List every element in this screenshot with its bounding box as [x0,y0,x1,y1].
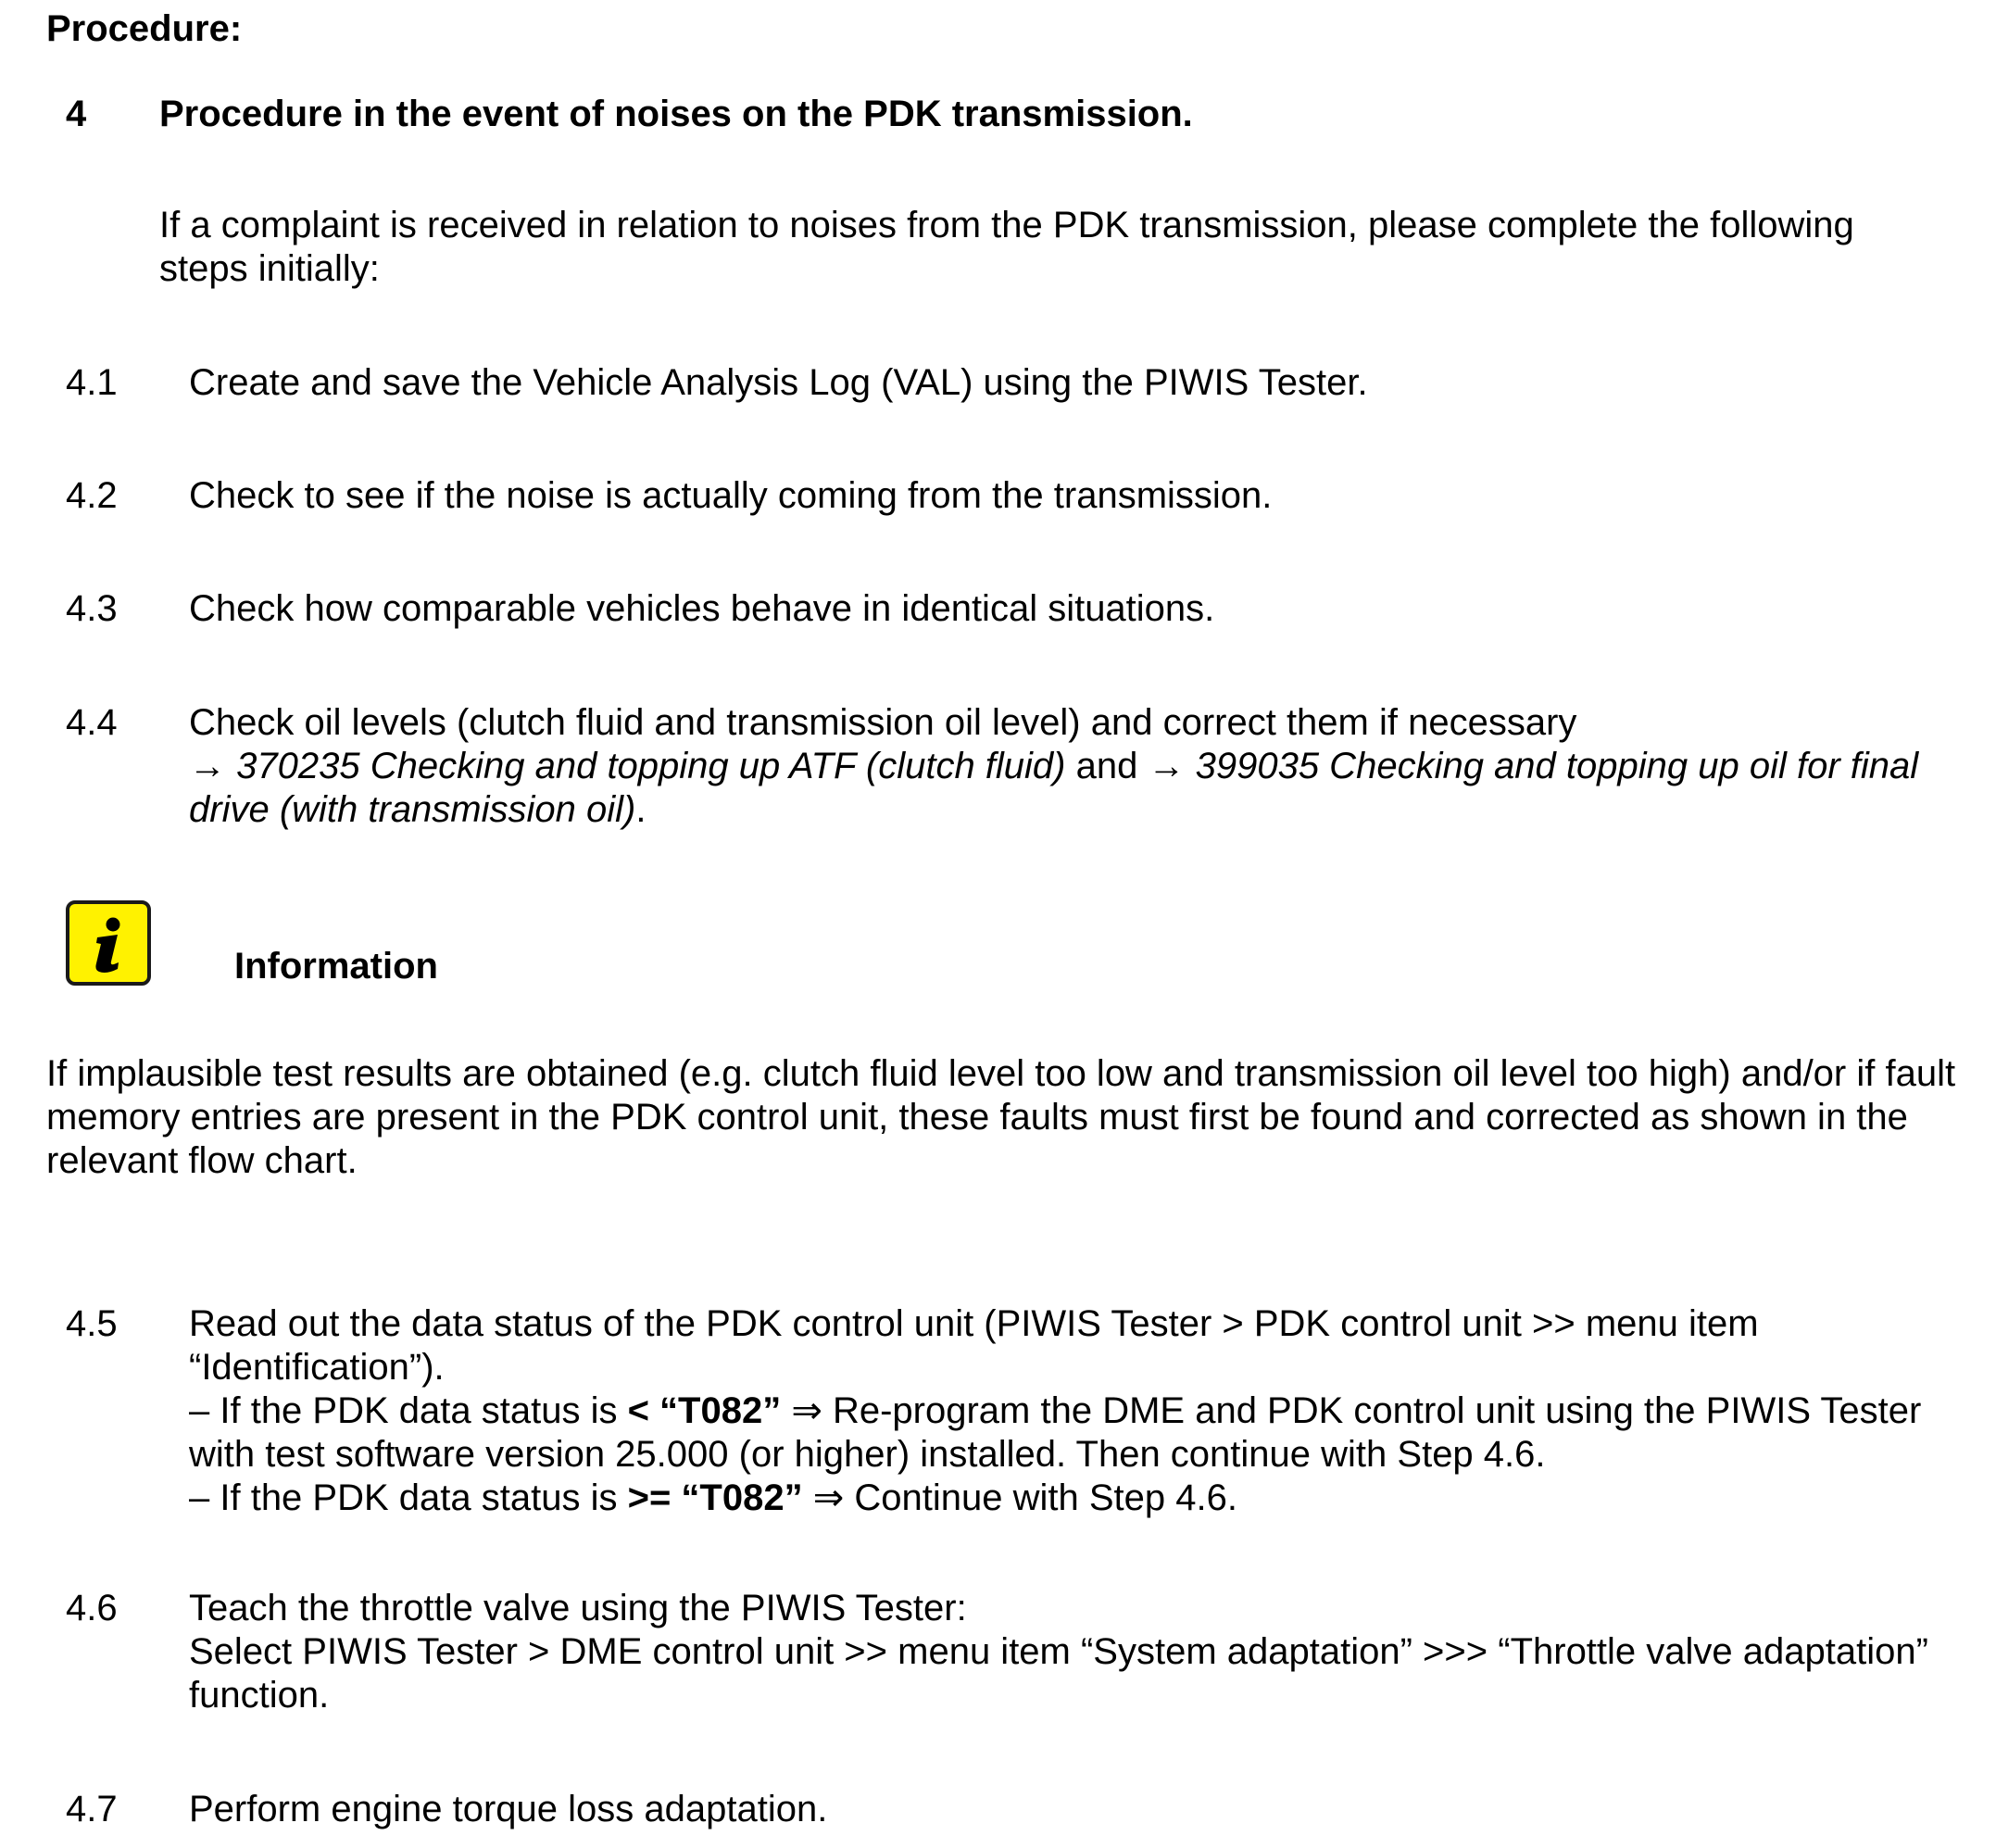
arrow: → [1148,746,1196,786]
step-number: 4.7 [66,1789,118,1829]
bullet-instruction: ⇒ Re-program the DME and PDK control unit using the PIWIS Tester with test software version 25.000 (or higher) installed. Then continue with Step 4.6. [189,1390,1922,1475]
step-number: 4.4 [66,702,118,743]
step-line: Read out the data status of the PDK control unit (PIWIS Tester > PDK control unit >> menu item “Identification”). [189,1303,1759,1388]
step-bullet [189,1389,1977,1477]
section-title: Procedure in the event of noises on the PDK transmission. [159,94,1193,134]
step-text [189,1587,1977,1717]
section-number: 4 [66,94,87,134]
information-glyph-icon [69,904,147,982]
conjunction: and [1065,746,1149,786]
step-text: Create and save the Vehicle Analysis Log (VAL) using the PIWIS Tester. [189,362,1368,403]
step-number: 4.1 [66,362,118,403]
arrow: → [189,746,237,786]
procedure-link[interactable]: 399035 Checking and topping up oil for final drive (with transmission oil) [189,746,1919,830]
step-text: Perform engine torque loss adaptation. [189,1789,828,1829]
step-text [189,1302,1977,1520]
step-number: 4.5 [66,1303,118,1344]
step-line: Teach the throttle valve using the PIWIS Tester: [189,1588,967,1628]
step-text [189,701,1977,832]
step-line: Check oil levels (clutch fluid and transmission oil level) and correct them if necessary [189,702,1577,743]
page-heading: Procedure: [46,8,243,49]
information-body: If implausible test results are obtained (e.g. clutch fluid level too low and transmission oil level too high) and/or if fault memory entries are present in the PDK control unit, these faults must first be found and corrected as shown in the relevant flow chart. [46,1053,1956,1181]
bullet-prefix: – If the PDK data status is [189,1390,628,1431]
step-bullet [189,1477,1977,1520]
step-line: Select PIWIS Tester > DME control unit >> menu item “System adaptation” >>> “Throttle valve adaptation” function. [189,1631,1928,1716]
step-number: 4.6 [66,1588,118,1628]
period: . [635,789,647,830]
step-text: Check to see if the noise is actually coming from the transmission. [189,475,1273,516]
intro-paragraph: If a complaint is received in relation to noises from the PDK transmission, please complete the following steps initially: [159,205,1854,289]
step-text: Check how comparable vehicles behave in identical situations. [189,588,1215,629]
bullet-instruction: ⇒ Continue with Step 4.6. [802,1477,1237,1518]
information-title: Information [234,946,438,987]
information-icon [66,900,151,986]
data-status-threshold: >= “T082” [627,1477,803,1518]
bullet-prefix: – If the PDK data status is [189,1477,628,1518]
step-number: 4.3 [66,588,118,629]
step-number: 4.2 [66,475,118,516]
step-references [189,745,1977,832]
procedure-link[interactable]: 370235 Checking and topping up ATF (clutch fluid) [236,746,1066,786]
data-status-threshold: < “T082” [627,1390,782,1431]
